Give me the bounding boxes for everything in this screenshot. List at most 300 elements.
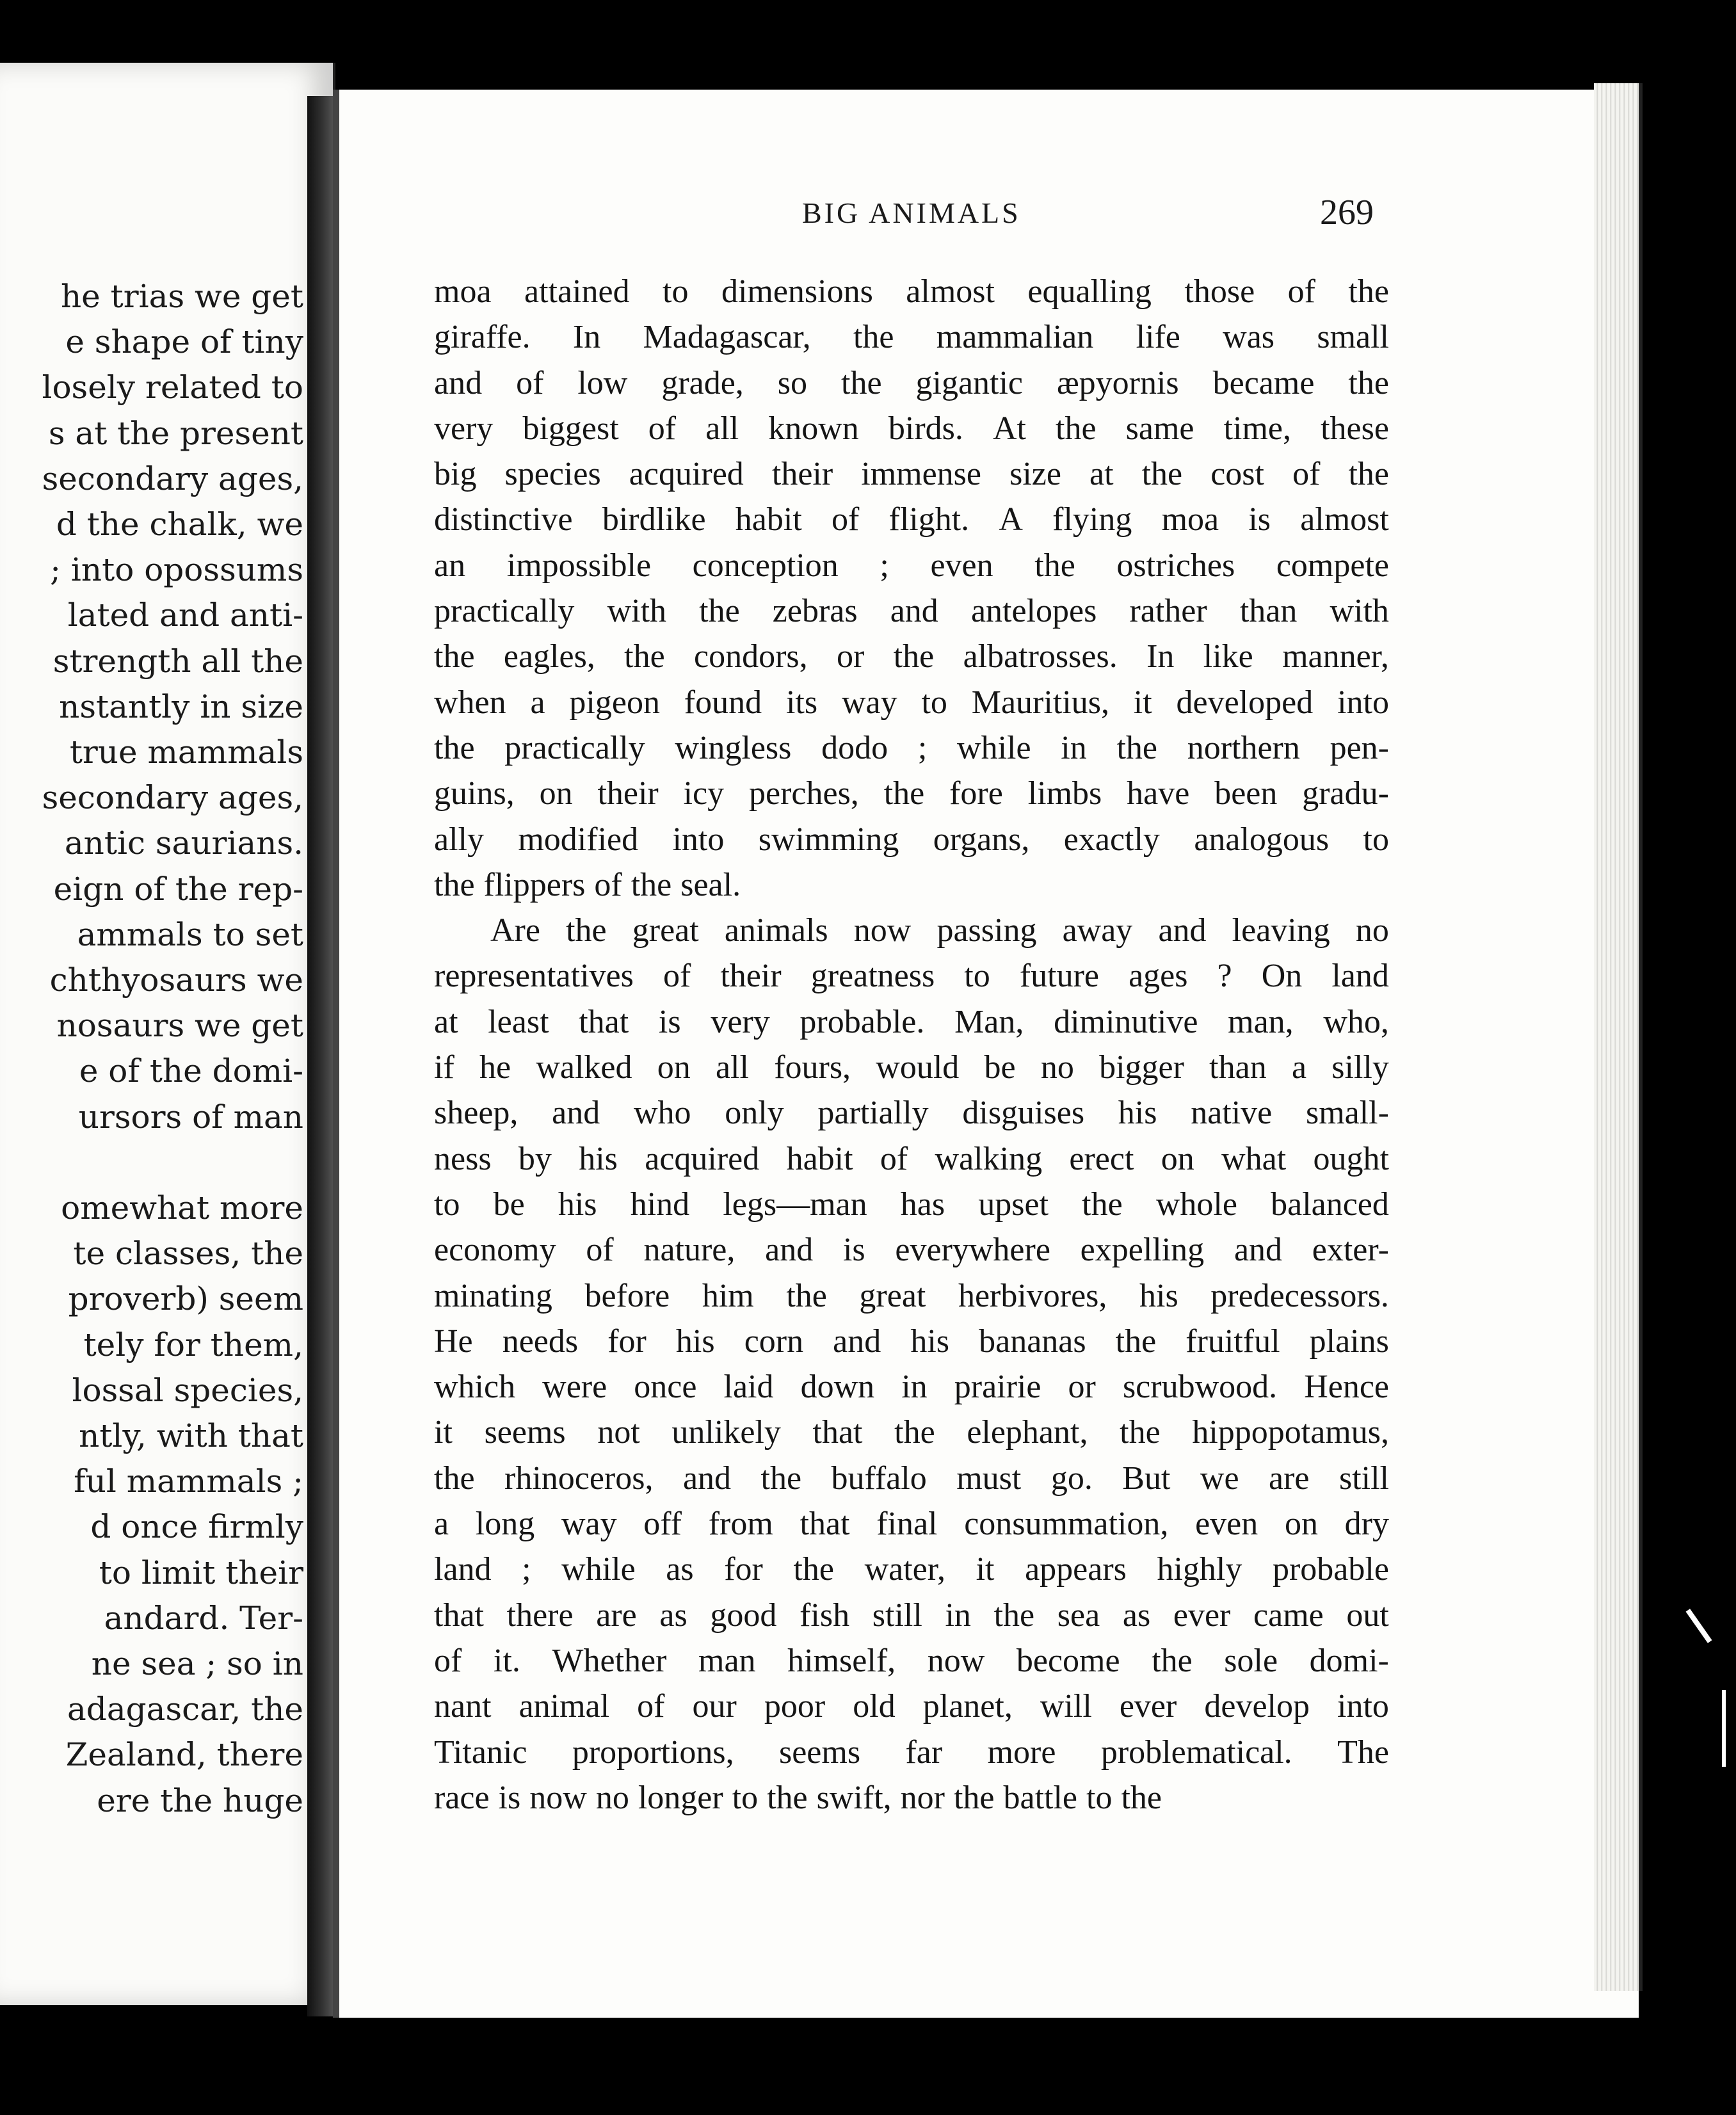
word: their xyxy=(720,958,782,995)
word: of xyxy=(594,866,622,903)
text-line xyxy=(434,1136,1389,1182)
word: it xyxy=(1133,684,1152,721)
word: have xyxy=(1127,775,1190,812)
word: it. xyxy=(493,1642,520,1679)
word: once xyxy=(634,1369,697,1406)
word: the xyxy=(853,319,894,356)
word: that xyxy=(434,1596,484,1634)
word: the xyxy=(1116,729,1157,766)
word: great xyxy=(632,912,699,949)
word: corn xyxy=(744,1323,804,1360)
word: antelopes xyxy=(970,593,1097,630)
word: must xyxy=(956,1460,1022,1497)
word: elephant, xyxy=(967,1414,1088,1451)
word: probable xyxy=(1272,1551,1389,1588)
text-line xyxy=(434,1775,1389,1821)
word: Mauritius, xyxy=(971,684,1109,721)
word: disguises xyxy=(962,1095,1085,1132)
left-page-line: Zealand, there xyxy=(65,1736,303,1774)
word: ally xyxy=(434,821,484,858)
text-line xyxy=(434,725,1389,771)
word: way xyxy=(561,1506,617,1543)
word: or xyxy=(1068,1369,1096,1406)
text-line xyxy=(434,1319,1389,1364)
word: practically xyxy=(434,593,575,630)
word: expelling xyxy=(1080,1232,1205,1269)
word: flippers xyxy=(483,866,586,903)
word: the xyxy=(1348,456,1389,493)
word: no xyxy=(1355,912,1389,949)
word: the xyxy=(841,364,882,401)
word: become xyxy=(1016,1642,1120,1679)
text-line xyxy=(434,908,1389,953)
margin-mark xyxy=(1722,1690,1726,1767)
text-line xyxy=(434,862,1389,908)
word: icy xyxy=(683,775,725,812)
word: He xyxy=(434,1323,473,1360)
word: than xyxy=(1239,593,1298,630)
word: in xyxy=(1061,729,1087,766)
word: seems xyxy=(484,1414,566,1451)
left-page-line: tely for them, xyxy=(83,1326,303,1363)
word: low xyxy=(577,364,628,401)
word: a xyxy=(434,1506,449,1543)
left-page-line: ful mammals ; xyxy=(74,1463,303,1500)
word: northern xyxy=(1187,729,1300,766)
word: mammalian xyxy=(936,319,1094,356)
word: the xyxy=(793,1551,834,1588)
word: almost xyxy=(906,273,995,310)
word: At xyxy=(992,410,1026,447)
word: A xyxy=(999,501,1023,538)
left-page-line: adagascar, the xyxy=(67,1691,303,1728)
word: no xyxy=(595,1779,629,1816)
word: battle xyxy=(1003,1779,1078,1816)
text-line xyxy=(434,1182,1389,1227)
word: it xyxy=(434,1414,453,1451)
word: consummation, xyxy=(964,1506,1169,1543)
word: economy xyxy=(434,1232,556,1269)
word: ; xyxy=(917,729,928,766)
left-page-line: ammals to set xyxy=(77,915,303,953)
word: before xyxy=(584,1277,670,1314)
word: Man, xyxy=(954,1003,1024,1040)
word: ; xyxy=(880,547,889,584)
word: fore xyxy=(949,775,1003,812)
word: the xyxy=(993,1596,1035,1634)
word: equalling xyxy=(1027,273,1152,310)
word: the xyxy=(1082,1186,1123,1223)
word: the xyxy=(631,866,672,903)
word: ever xyxy=(1173,1596,1231,1634)
word: Whether xyxy=(552,1642,667,1679)
word: came xyxy=(1253,1596,1324,1634)
word: gradu- xyxy=(1302,775,1389,812)
word: that xyxy=(800,1506,850,1543)
word: analogous xyxy=(1194,821,1330,858)
word: upset xyxy=(978,1186,1049,1223)
word: the xyxy=(786,1277,827,1314)
word: dodo xyxy=(821,729,888,766)
word: condors, xyxy=(694,638,808,675)
word: developed xyxy=(1176,684,1314,721)
word: off xyxy=(643,1506,682,1543)
word: the xyxy=(760,1460,802,1497)
word: compete xyxy=(1276,547,1389,584)
word: is xyxy=(842,1232,865,1269)
word: nant xyxy=(434,1688,492,1725)
text-line xyxy=(434,1090,1389,1136)
word: their xyxy=(771,456,833,493)
word: prairie xyxy=(954,1369,1041,1406)
word: our xyxy=(692,1688,737,1725)
word: small xyxy=(1317,319,1389,356)
word: manner, xyxy=(1282,638,1389,675)
left-page-line xyxy=(0,1140,303,1186)
text-line xyxy=(434,451,1389,497)
word: proportions, xyxy=(572,1733,734,1771)
word: down xyxy=(800,1369,875,1406)
left-page xyxy=(0,63,335,2005)
word: at xyxy=(434,1003,458,1040)
word: and xyxy=(765,1232,814,1269)
word: appears xyxy=(1025,1551,1127,1588)
word: balanced xyxy=(1271,1186,1389,1223)
word: not xyxy=(597,1414,640,1451)
word: domi- xyxy=(1309,1642,1389,1679)
word: it xyxy=(976,1551,995,1588)
word: himself, xyxy=(787,1642,896,1679)
word: now xyxy=(927,1642,985,1679)
word: to xyxy=(732,1779,759,1816)
word: ostriches xyxy=(1116,547,1235,584)
word: and xyxy=(1234,1232,1283,1269)
word: who xyxy=(633,1095,691,1132)
word: even xyxy=(1195,1506,1258,1543)
word: herbivores, xyxy=(958,1277,1107,1314)
word: to xyxy=(921,684,947,721)
word: of xyxy=(663,958,691,995)
right-page-body-text xyxy=(434,269,1389,1821)
left-page-line: ne sea ; so in xyxy=(91,1645,303,1683)
word: almost xyxy=(1300,501,1389,538)
word: and xyxy=(890,593,938,630)
word: sheep, xyxy=(434,1095,518,1132)
word: ness xyxy=(434,1140,492,1177)
word: would xyxy=(876,1049,960,1086)
word: bananas xyxy=(979,1323,1086,1360)
text-line xyxy=(434,543,1389,588)
left-page-line: ; into opossums xyxy=(50,551,303,589)
word: ; xyxy=(522,1551,531,1588)
word: immense xyxy=(861,456,981,493)
word: what xyxy=(1221,1140,1287,1177)
word: species xyxy=(504,456,601,493)
word: was xyxy=(1223,319,1275,356)
word: on xyxy=(539,775,573,812)
word: rather xyxy=(1129,593,1207,630)
word: be xyxy=(984,1049,1016,1086)
word: gigantic xyxy=(915,364,1024,401)
word: seems xyxy=(778,1733,861,1771)
word: whole xyxy=(1155,1186,1237,1223)
word: the xyxy=(699,593,740,630)
word: his xyxy=(1118,1095,1157,1132)
left-page-line: s at the present xyxy=(48,414,303,452)
page-edges xyxy=(1594,83,1643,1991)
word: for xyxy=(607,1323,647,1360)
word: fish xyxy=(800,1596,850,1634)
left-page-line: te classes, the xyxy=(73,1235,303,1273)
left-page-line: antic saurians. xyxy=(64,824,303,862)
text-line xyxy=(434,360,1389,406)
text-line xyxy=(434,1045,1389,1090)
text-line xyxy=(434,314,1389,360)
word: into xyxy=(1337,684,1389,721)
left-page-line: he trias we get xyxy=(60,278,303,315)
left-page-line: lossal species, xyxy=(72,1371,303,1409)
word: the xyxy=(624,638,665,675)
word: there xyxy=(506,1596,574,1634)
word: land xyxy=(1331,958,1389,995)
word: the xyxy=(894,1414,935,1451)
word: their xyxy=(597,775,659,812)
word: æpyornis xyxy=(1056,364,1179,401)
word: were xyxy=(542,1369,607,1406)
word: from xyxy=(708,1506,773,1543)
word: when xyxy=(434,684,506,721)
word: leaving xyxy=(1232,912,1330,949)
word: silly xyxy=(1331,1049,1389,1086)
left-page-line: ursors of man xyxy=(78,1098,303,1136)
left-page-line: ere the huge xyxy=(97,1781,303,1819)
word: conception xyxy=(692,547,839,584)
left-page-line: strength all the xyxy=(52,642,303,680)
word: diminutive xyxy=(1054,1003,1198,1040)
word: big xyxy=(434,456,477,493)
word: laid xyxy=(723,1369,774,1406)
left-page-line: losely related to xyxy=(42,369,303,406)
word: the xyxy=(893,638,935,675)
word: the xyxy=(1141,456,1183,493)
word: is xyxy=(1248,501,1271,538)
word: everywhere xyxy=(895,1232,1050,1269)
left-page-line: true mammals xyxy=(69,734,303,771)
word: he xyxy=(479,1049,511,1086)
left-page-line: ntly, with that xyxy=(79,1417,303,1455)
word: greatness xyxy=(810,958,935,995)
word: his xyxy=(1139,1277,1178,1314)
word: his xyxy=(675,1323,715,1360)
word: no xyxy=(1040,1049,1074,1086)
word: predecessors. xyxy=(1210,1277,1389,1314)
word: habit xyxy=(735,501,802,538)
word: of xyxy=(880,1140,908,1177)
word: of xyxy=(648,410,677,447)
word: cost xyxy=(1210,456,1264,493)
word: has xyxy=(900,1186,945,1223)
word: of xyxy=(586,1232,614,1269)
word: erect xyxy=(1069,1140,1134,1177)
running-head: BIG ANIMALS xyxy=(802,197,1021,229)
word: land xyxy=(434,1551,492,1588)
word: great xyxy=(859,1277,926,1314)
word: buffalo xyxy=(831,1460,927,1497)
word: the xyxy=(434,638,475,675)
word: guins, xyxy=(434,775,515,812)
word: passing xyxy=(936,912,1037,949)
word: the xyxy=(953,1779,995,1816)
word: only xyxy=(725,1095,784,1132)
word: final xyxy=(876,1506,938,1543)
word: or xyxy=(837,638,865,675)
word: man, xyxy=(1228,1003,1294,1040)
word: of xyxy=(434,1642,462,1679)
word: be xyxy=(493,1186,525,1223)
text-line xyxy=(434,680,1389,725)
word: became xyxy=(1212,364,1315,401)
word: away xyxy=(1062,912,1133,949)
word: the xyxy=(434,1460,475,1497)
page-number: 269 xyxy=(1320,193,1374,232)
word: the xyxy=(767,1779,808,1816)
word: the xyxy=(1115,1323,1157,1360)
word: nor xyxy=(900,1779,945,1816)
word: its xyxy=(785,684,818,721)
left-page-line: eign of the rep- xyxy=(53,870,303,908)
word: of xyxy=(1292,456,1321,493)
word: very xyxy=(434,410,494,447)
word: a xyxy=(1291,1049,1307,1086)
word: problematical. xyxy=(1100,1733,1292,1771)
word: found xyxy=(684,684,762,721)
word: highly xyxy=(1157,1551,1242,1588)
word: the xyxy=(883,775,925,812)
left-page-line: proverb) seem xyxy=(68,1280,303,1318)
word: by xyxy=(518,1140,552,1177)
word: distinctive xyxy=(434,501,573,538)
word: water, xyxy=(864,1551,945,1588)
word: far xyxy=(905,1733,943,1771)
word: the xyxy=(1056,410,1097,447)
word: if xyxy=(434,1049,454,1086)
word: develop xyxy=(1204,1688,1310,1725)
word: limbs xyxy=(1027,775,1102,812)
word: future xyxy=(1019,958,1099,995)
text-line xyxy=(434,771,1389,816)
word: now xyxy=(529,1779,587,1816)
left-page-line: nstantly in size xyxy=(59,688,303,725)
left-page-line: d once firmly xyxy=(90,1508,303,1546)
word: for xyxy=(724,1551,763,1588)
word: pen- xyxy=(1330,729,1389,766)
word: bigger xyxy=(1099,1049,1184,1086)
word: poor xyxy=(764,1688,826,1725)
word: native xyxy=(1191,1095,1273,1132)
word: still xyxy=(872,1596,922,1634)
word: life xyxy=(1136,319,1180,356)
word: of xyxy=(637,1688,665,1725)
word: is xyxy=(658,1003,681,1040)
word: the xyxy=(1152,1642,1193,1679)
word: now xyxy=(853,912,912,949)
left-page-line: lated and anti- xyxy=(67,597,303,634)
text-line xyxy=(434,1273,1389,1319)
word: of xyxy=(831,501,860,538)
word: out xyxy=(1346,1596,1389,1634)
word: impossible xyxy=(506,547,652,584)
word: go. xyxy=(1050,1460,1093,1497)
word: him xyxy=(702,1277,754,1314)
margin-mark xyxy=(1686,1609,1712,1643)
word: to xyxy=(1086,1779,1113,1816)
word: with xyxy=(1330,593,1389,630)
word: all xyxy=(705,410,739,447)
word: the xyxy=(1348,364,1389,401)
word: in xyxy=(901,1369,928,1406)
word: rhinoceros, xyxy=(504,1460,654,1497)
word: representatives xyxy=(434,958,634,995)
word: the xyxy=(1348,273,1389,310)
word: who, xyxy=(1323,1003,1389,1040)
word: perches, xyxy=(749,775,859,812)
text-line xyxy=(434,1456,1389,1501)
word: while xyxy=(957,729,1031,766)
word: of xyxy=(516,364,544,401)
text-line xyxy=(434,999,1389,1045)
word: his xyxy=(910,1323,950,1360)
word: sole xyxy=(1224,1642,1278,1679)
word: partially xyxy=(817,1095,929,1132)
word: of xyxy=(1287,273,1315,310)
word: these xyxy=(1321,410,1389,447)
word: The xyxy=(1337,1733,1389,1771)
word: pigeon xyxy=(569,684,660,721)
word: is xyxy=(498,1779,521,1816)
word: acquired xyxy=(645,1140,760,1177)
text-line xyxy=(434,1547,1389,1592)
word: albatrosses. xyxy=(963,638,1118,675)
word: animals xyxy=(724,912,828,949)
word: been xyxy=(1214,775,1278,812)
word: the xyxy=(1121,1779,1162,1816)
word: those xyxy=(1184,273,1255,310)
text-line xyxy=(434,1501,1389,1547)
word: as xyxy=(1122,1596,1151,1634)
text-line xyxy=(434,1364,1389,1410)
left-page-line: andard. Ter- xyxy=(104,1599,303,1637)
word: legs—man xyxy=(723,1186,867,1223)
word: into xyxy=(1337,1688,1389,1725)
word: and xyxy=(1158,912,1207,949)
word: which xyxy=(434,1369,516,1406)
word: at xyxy=(1089,456,1114,493)
word: still xyxy=(1338,1460,1389,1497)
word: and xyxy=(682,1460,732,1497)
left-page-line: secondary ages, xyxy=(42,460,303,497)
word: seal. xyxy=(680,866,741,903)
word: fruitful xyxy=(1185,1323,1280,1360)
word: animal xyxy=(518,1688,610,1725)
word: ever xyxy=(1119,1688,1177,1725)
word: unlikely xyxy=(671,1414,781,1451)
word: wingless xyxy=(675,729,792,766)
word: as xyxy=(666,1551,694,1588)
word: very xyxy=(711,1003,770,1040)
word: in xyxy=(945,1596,971,1634)
word: on xyxy=(1161,1140,1194,1177)
word: the xyxy=(566,912,607,949)
